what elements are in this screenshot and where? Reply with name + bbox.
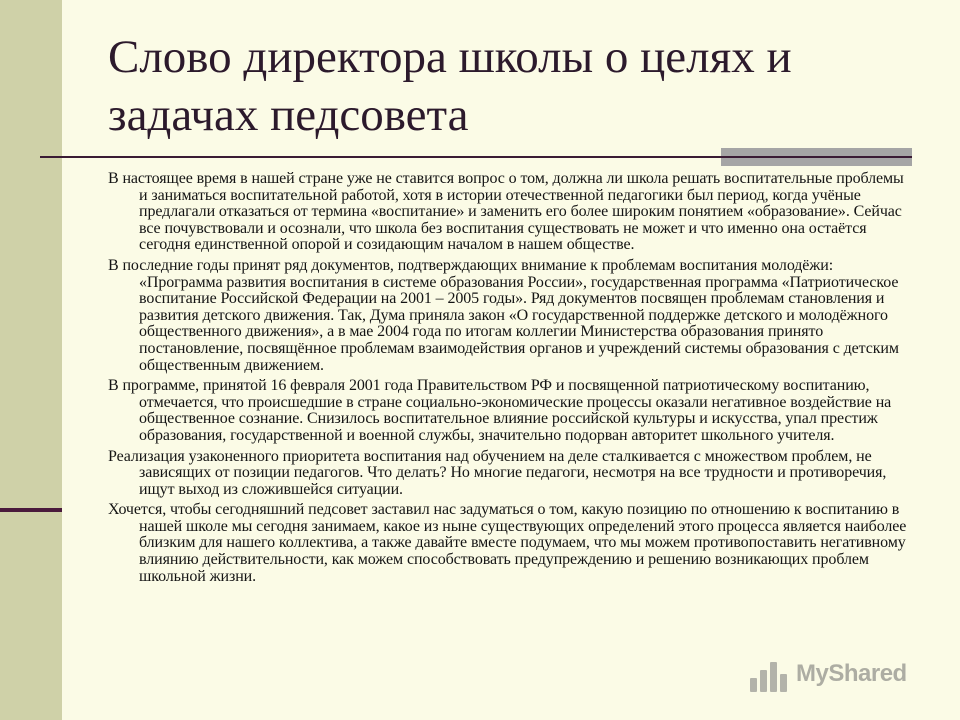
body-paragraph-2: В последние годы принят ряд документов, подтверждающих внимание к проблемам воспитания молодёжи: «Программа развития воспитания в системе образования России», государственная программа «Патриотическое воспитание Российской Федерации на 2001 – 2005 годы». Ряд документов посвящен проблемам становления и развития детского движения. Так, Дума приняла закон «О государственной поддержке детского и молодёжного общественного движения», а в мае 2004 года по итогам коллегии Министерства образования принято постановление, посвящённое проблемам взаимодействия органов и учреждений системы образования с детским общественным движением. [108,256,899,374]
body-paragraph-4: Реализация узаконенного приоритета воспитания над обучением на деле сталкивается с множеством проблем, не зависящих от позиции педагогов. Что делать? Но многие педагоги, несмотря на все трудности и противоречия, ищут выход из сложившейся ситуации. [108,447,887,498]
body-paragraph-1: В настоящее время в нашей стране уже не ставится вопрос о том, должна ли школа решать воспитательные проблемы и заниматься воспитательной работой, хотя в истории отечественной педагогики был период, когда учёные предлагали отказаться от термина «воспитание» и заменить его более широким понятием «образование». Сейчас все почувствовали и осознали, что школа без воспитания существовать не может и что именно она остаётся сегодня единственной опорой и созидающим началом в нашем обществе. [108,170,904,254]
watermark-logo [750,656,907,692]
bar-chart-logo-icon [750,656,790,692]
slide-body [108,171,908,589]
side-decor-tick [0,508,62,512]
side-decor-band [0,0,62,720]
body-paragraph-3: В программе, принятой 16 февраля 2001 года Правительством РФ и посвященной патриотическому воспитанию, отмечается, что происшедшие в стране социально-экономические процессы оказали негативное воздействие на общественное сознание. Снизилось воспитательное влияние российской культуры и искусства, упал престиж образования, государственной и военной службы, значительно подорван авторитет школьного учителя. [108,377,892,444]
body-paragraph-5: Хочется, чтобы сегодняшний педсовет заставил нас задуматься о том, какую позицию по отношению к воспитанию в нашей школе мы сегодня занимаем, какое из ныне существующих определений этого процесса является наиболее близким для нашего коллектива, а также давайте вместе подумаем, что мы можем противопоставить негативному влиянию действительности, как можем способствовать предупреждению и решению возникающих проблем школьной жизни. [108,501,907,585]
watermark-text: MyShared [796,660,907,687]
slide-title: Слово директора школы о целях и задачах педсовета [108,31,792,141]
title-underline-accent [721,148,912,166]
